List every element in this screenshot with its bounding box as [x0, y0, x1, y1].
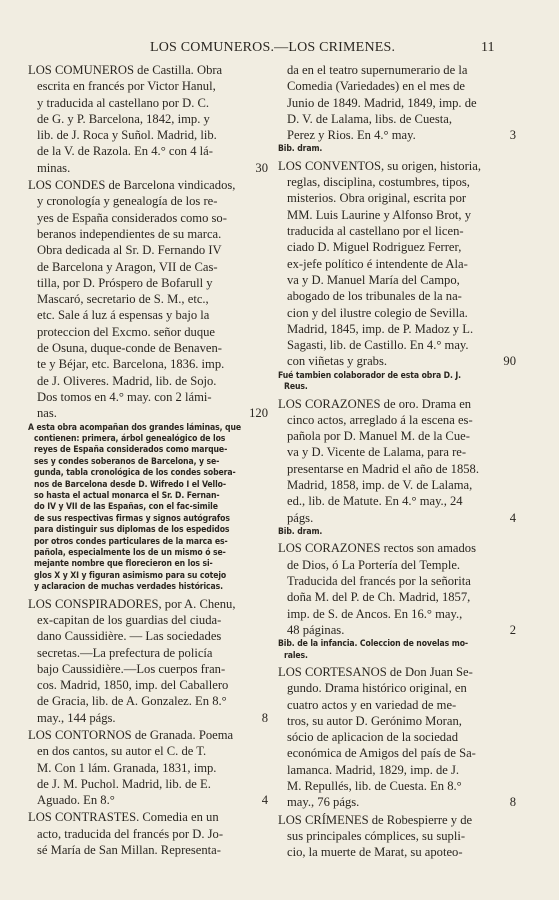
entry-line: reglas, disciplina, costumbres, tipos,	[287, 175, 470, 190]
entry-line: MM. Luis Laurine y Alfonso Brot, y	[287, 207, 471, 222]
entry-line: acto, traducida del francés por D. Jo-	[37, 826, 224, 841]
entry-price: 3	[509, 128, 516, 143]
entry-line: de Dios, ó La Portería del Temple.	[287, 557, 461, 572]
entry-line: contienen: primera, árbol genealógico de los	[34, 433, 226, 444]
entry-line: yes de España considerados como so-	[37, 210, 227, 225]
entry-line: tilla, por D. Próspero de Bofarull y	[37, 275, 213, 290]
catalog-entry	[28, 727, 268, 808]
entry-line: bajo Caussidière.—Los cuerpos fran-	[37, 661, 226, 676]
entry-line: de Osuna, duque-conde de Benaven-	[37, 341, 222, 356]
entry-line: minas. 30	[37, 160, 268, 175]
entry-line: Bib. dram.	[278, 526, 323, 537]
entry-line: M. Con 1 lám. Granada, 1831, imp.	[37, 760, 217, 775]
page-number: 11	[481, 40, 495, 55]
entry-line: reyes de España considerados como marque-	[34, 445, 228, 456]
entry-line: Perez y Rios. En 4.° may. 3	[287, 128, 516, 143]
entry-line: gunda, tabla cronológica de los condes sobera-	[34, 468, 236, 479]
entry-line: traducida al castellano por el licen-	[287, 224, 464, 239]
entry-line: ex-jefe político é intendente de Ala-	[287, 256, 468, 271]
entry-price: 90	[503, 354, 516, 369]
entry-line: abogado de los tribunales de la na-	[287, 289, 462, 304]
catalog-entry	[28, 177, 268, 421]
entry-price: 2	[509, 622, 516, 637]
catalog-entry	[278, 62, 516, 143]
entry-line: mejante nombre que florecieron en los si-	[34, 559, 213, 570]
entry-line: pañola por D. Manuel M. de la Cue-	[287, 429, 470, 444]
entry-line: proteccion del Excmo. señor duque	[37, 324, 216, 339]
entry-line: LOS CORAZONES de oro. Drama en	[278, 396, 472, 411]
entry-line: misterios. Obra original, escrita por	[287, 191, 467, 206]
entry-line: págs. 4	[287, 510, 516, 525]
entry-line: y cronología y genealogía de los re-	[37, 194, 218, 209]
entry-line: M. Repullés, lib. de Cuesta. En 8.°	[287, 779, 462, 794]
entry-price: 4	[261, 793, 268, 808]
running-header	[0, 40, 559, 60]
entry-line: may., 76 págs. 8	[287, 795, 516, 810]
catalog-note	[278, 144, 516, 155]
entry-line: ciado D. Miguel Rodriguez Ferrer,	[287, 240, 462, 255]
entry-line: de J. Oliveres. Madrid, lib. de Sojo.	[37, 373, 217, 388]
entry-line: ed., lib. de Matute. En 4.° may., 24	[287, 494, 463, 509]
entry-line: va y D. Vicente de Lalama, para re-	[287, 445, 467, 460]
entry-line: Junio de 1849. Madrid, 1849, imp. de	[287, 95, 477, 110]
entry-line: de la V. de Razola. En 4.° con 4 lá-	[37, 144, 213, 159]
catalog-entry	[278, 396, 516, 526]
entry-line: Aguado. En 8.° 4	[37, 793, 268, 808]
catalog-entry	[278, 812, 516, 861]
entry-line: Madrid, 1845, imp. de P. Madoz y L.	[287, 321, 474, 336]
entry-line: cos. Madrid, 1850, imp. del Caballero	[37, 678, 229, 693]
entry-line: da en el teatro supernumerario de la	[287, 63, 468, 77]
entry-line: por otros condes particulares de la marca es-	[34, 536, 228, 547]
entry-line: do IV y VII de las Españas, con el fac-simile	[34, 502, 218, 513]
entry-line: cinco actos, arreglado á la escena es-	[287, 412, 473, 427]
entry-line: nos de Barcelona desde D. Wifredo I el Vello-	[34, 479, 226, 490]
entry-line: LOS CONDES de Barcelona vindicados,	[28, 178, 236, 193]
entry-price: 30	[255, 160, 268, 175]
catalog-note	[278, 371, 516, 394]
entry-line: va y D. Manuel María del Campo,	[287, 272, 460, 287]
entry-line: Mascaró, secretario de S. M., etc.,	[37, 292, 209, 307]
entry-line: ses y condes soberanos de Barcelona, y se-	[34, 456, 220, 467]
entry-line: escrita en francés por Victor Hanul,	[37, 79, 216, 94]
catalog-entry	[278, 540, 516, 638]
left-column	[28, 62, 268, 859]
entry-line: de sus respectivas firmas y signos autógrafos	[34, 513, 230, 524]
entry-line: te y Béjar, etc. Barcelona, 1836. imp.	[37, 357, 225, 372]
entry-line: 48 páginas. 2	[287, 622, 516, 637]
catalog-note	[278, 639, 516, 662]
entry-line: Traducida del francés por la señorita	[287, 573, 471, 588]
catalog-entry	[278, 158, 516, 370]
entry-line: sus principales cómplices, su supli-	[287, 828, 466, 843]
entry-price: 120	[249, 406, 268, 421]
entry-line: de J. M. Puchol. Madrid, lib. de E.	[37, 776, 211, 791]
entry-line: nas. 120	[37, 406, 268, 421]
entry-line: rales.	[284, 650, 308, 661]
entry-line: Sagasti, lib. de Castillo. En 4.° may.	[287, 338, 469, 353]
entry-line: en dos cantos, su autor el C. de T.	[37, 744, 207, 759]
entry-line: LOS CONVENTOS, su origen, historia,	[278, 158, 482, 173]
entry-line: Dos tomos en 4.° may. con 2 lámi-	[37, 389, 212, 404]
entry-line: etc. Sale á luz á espensas y bajo la	[37, 308, 210, 323]
entry-line: económica de Amigos del país de Sa-	[287, 746, 476, 761]
entry-line: dano Caussidière. — Las sociedades	[37, 629, 222, 644]
right-column	[278, 62, 516, 862]
catalog-entry	[28, 809, 268, 858]
entry-line: tros, su autor D. Gerónimo Moran,	[287, 713, 462, 728]
entry-line: LOS CONTORNOS de Granada. Poema	[28, 728, 234, 742]
entry-line: de Barcelona y Aragon, VII de Cas-	[37, 259, 218, 274]
entry-line: Comedia (Variedades) en el mes de	[287, 79, 465, 94]
entry-line: doña M. del P. de Ch. Madrid, 1857,	[287, 590, 471, 605]
entry-line: cion y del ilustre colegio de Sevilla.	[287, 305, 468, 320]
entry-line: pañola, especialmente los de un mismo ó se-	[34, 548, 226, 558]
catalog-note	[278, 527, 516, 538]
entry-line: D. V. de Lalama, libs. de Cuesta,	[287, 111, 452, 126]
catalog-entry	[278, 664, 516, 811]
entry-line: cuatro actos y en variedad de me-	[287, 697, 457, 712]
entry-line: con viñetas y grabs. 90	[287, 354, 516, 369]
entry-price: 8	[509, 795, 516, 810]
entry-line: Madrid, 1858, imp. de V. de Lalama,	[287, 478, 473, 493]
entry-line: Bib. dram.	[278, 144, 323, 155]
entry-line: LOS CONTRASTES. Comedia en un	[28, 810, 219, 825]
entry-line: so hasta el actual monarca el Sr. D. Fernan-	[34, 490, 220, 501]
entry-price: 4	[509, 510, 516, 525]
entry-line: presentarse en Madrid el año de 1858.	[287, 461, 479, 476]
entry-line: LOS COMUNEROS de Castilla. Obra	[28, 63, 223, 77]
entry-line: LOS CORAZONES rectos son amados	[278, 541, 476, 556]
entry-line: Bib. de la infancia. Coleccion de novelas mo-	[278, 639, 469, 650]
entry-line: de G. y P. Barcelona, 1842, imp. y	[37, 111, 210, 126]
entry-line: gundo. Drama histórico original, en	[287, 681, 467, 696]
entry-line: glos X y XI y figuran asimismo para su cotejo	[34, 570, 227, 581]
entry-line: beranos independientes de su marca.	[37, 226, 222, 241]
entry-line: may., 144 págs. 8	[37, 710, 268, 725]
catalog-note	[28, 423, 268, 594]
entry-line: imp. de S. de Ancos. En 16.° may.,	[287, 606, 463, 621]
entry-price: 8	[261, 710, 268, 725]
entry-line: Obra dedicada al Sr. D. Fernando IV	[37, 243, 222, 258]
catalog-entry	[28, 62, 268, 176]
entry-line: sócio de aplicacion de la sociedad	[287, 730, 458, 745]
entry-line: LOS CRÍMENES de Robespierre y de	[278, 812, 473, 827]
header-title: LOS COMUNEROS.—LOS CRIMENES.	[150, 40, 396, 55]
catalog-entry	[28, 596, 268, 726]
entry-line: Fué tambien colaborador de esta obra D. J.	[278, 370, 462, 381]
entry-line: para distinguir sus diplomas de los espedidos	[34, 525, 230, 536]
entry-line: lib. de J. Roca y Suñol. Madrid, lib.	[37, 128, 217, 143]
entry-line: y traducida al castellano por D. C.	[37, 95, 210, 110]
entry-line: y aclaracion de muchas verdades históricas.	[34, 582, 223, 593]
entry-line: LOS CONSPIRADORES, por A. Chenu,	[28, 596, 236, 611]
entry-line: secretas.—La prefectura de policía	[37, 645, 213, 660]
entry-line: Reus.	[284, 382, 308, 393]
entry-line: de Gracia, lib. de A. Gonzalez. En 8.°	[37, 694, 227, 709]
entry-line: A esta obra acompañan dos grandes láminas, que	[28, 422, 242, 433]
entry-line: lamanca. Madrid, 1829, imp. de J.	[287, 762, 460, 777]
entry-line: sé María de San Millan. Representa-	[37, 843, 221, 858]
entry-line: LOS CORTESANOS de Don Juan Se-	[278, 664, 473, 679]
entry-line: cio, la muerte de Marat, su apoteo-	[287, 845, 463, 860]
entry-line: ex-capitan de los guardias del ciuda-	[37, 612, 222, 627]
